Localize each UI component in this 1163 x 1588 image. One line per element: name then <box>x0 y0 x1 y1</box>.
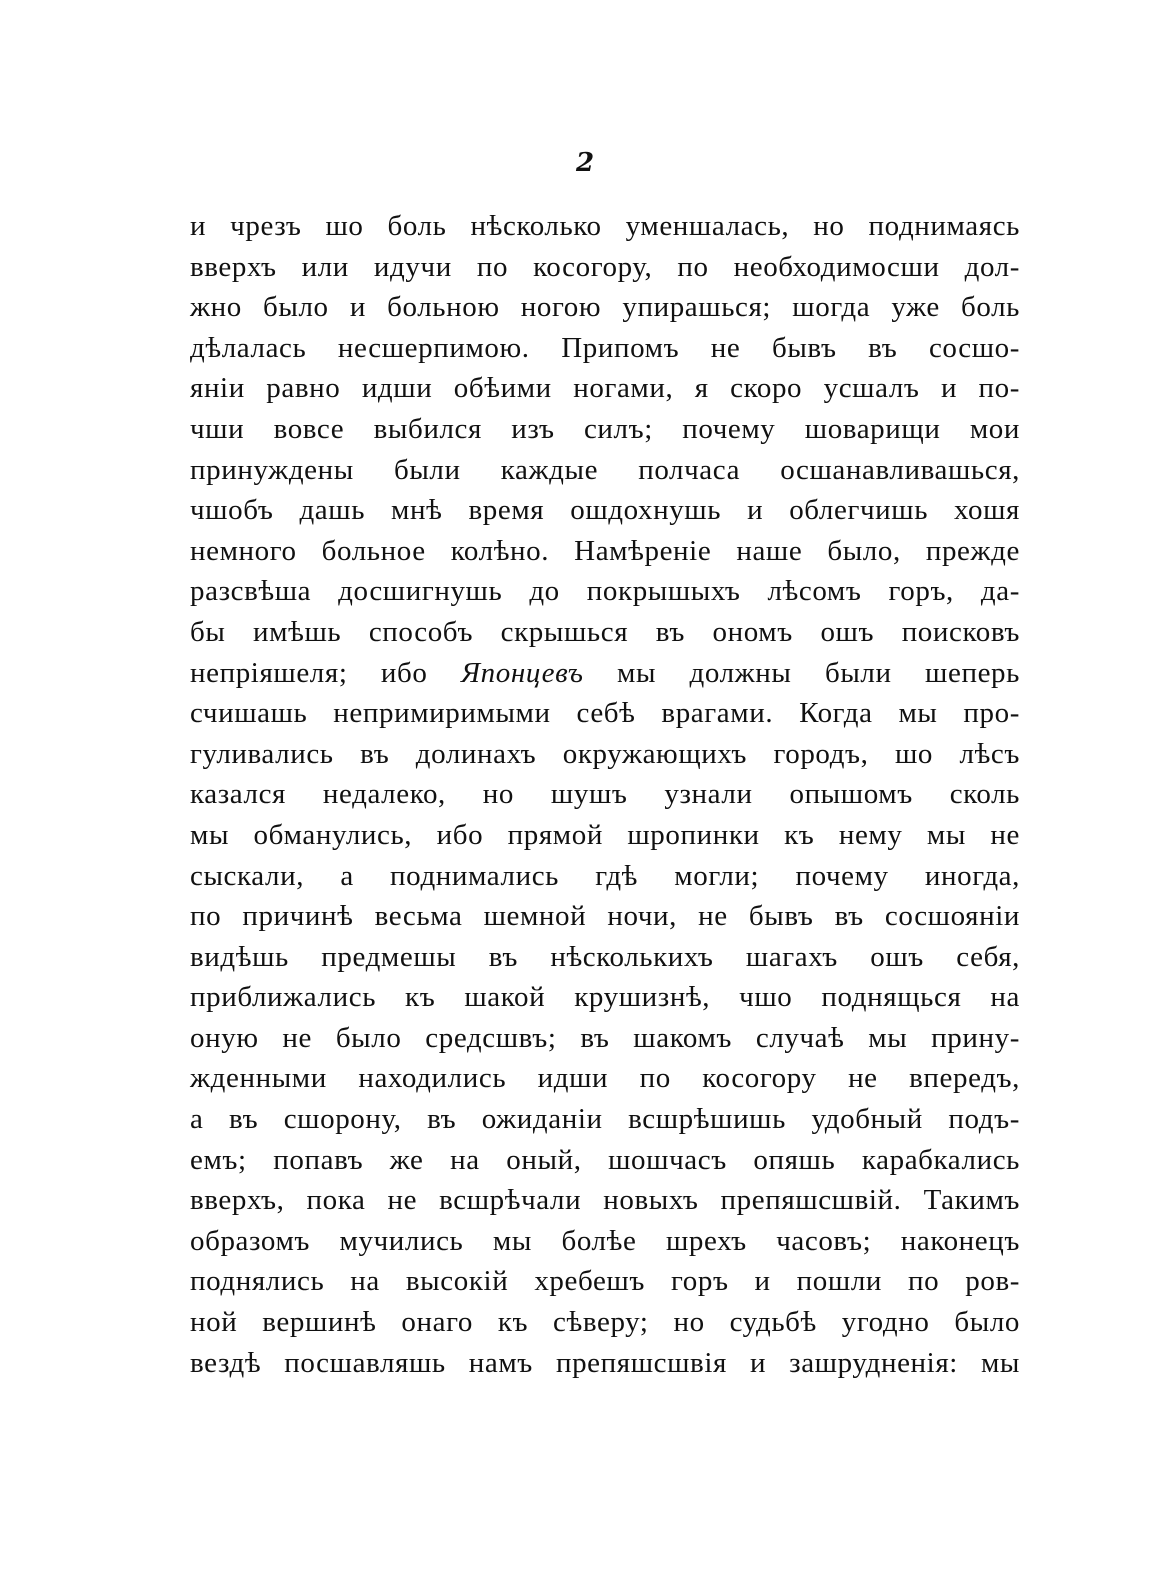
text-line: разсвѣша досшигнушь до покрышыхъ лѣсомъ горъ, да- <box>190 575 1020 608</box>
text-line: видѣшь предмешы въ нѣсколькихъ шагахъ ошъ себя, <box>190 940 1020 973</box>
text-line: жденными находились идши по косогору не впередъ, <box>190 1062 1020 1095</box>
text-line: яніи равно идши обѣими ногами, я скоро усшалъ и по- <box>190 372 1020 405</box>
text-line: оную не было средсшвъ; въ шакомъ случаѣ мы прину- <box>190 1021 1020 1054</box>
text-line: мы обманулись, ибо прямой шропинки къ нему мы не <box>190 818 1020 851</box>
text-line: жно было и больною ногою упирашься; шогда уже боль <box>190 291 1020 324</box>
text-line: приближались къ шакой крушизнѣ, чшо поднящься на <box>190 981 1020 1014</box>
body-text <box>190 206 1020 1383</box>
text-line: гуливались въ долинахъ окружающихъ городъ, шо лѣсъ <box>190 737 1020 770</box>
text-line: образомъ мучились мы болѣе шрехъ часовъ; наконецъ <box>190 1224 1020 1257</box>
text-line: по причинѣ весьма шемной ночи, не бывъ въ сосшояніи <box>190 900 1020 933</box>
italic-word: Японцевъ <box>460 656 584 689</box>
text-line: емъ; попавъ же на оный, шошчасъ опяшь карабкались <box>190 1143 1020 1176</box>
text-line: немного больное колѣно. Намѣреніе наше было, прежде <box>190 534 1020 567</box>
text-line: а въ сшорону, въ ожиданіи всшрѣшишь удобный подъ- <box>190 1103 1020 1136</box>
text-line: чшобъ дашь мнѣ время ошдохнушь и облегчишь хошя <box>190 494 1020 527</box>
text-line: чши вовсе выбился изъ силъ; почему шоварищи мои <box>190 412 1020 445</box>
text-line: казался недалеко, но шушъ узнали опышомъ сколь <box>190 778 1020 811</box>
text-line: поднялись на высокій хребешъ горъ и пошли по ров- <box>190 1265 1020 1298</box>
page-number: 2 <box>575 148 595 178</box>
text-line: сыскали, а поднимались гдѣ могли; почему иногда, <box>190 859 1020 892</box>
text-line: вверхъ или идучи по косогору, по необходимосши дол- <box>190 250 1020 283</box>
text-line: бы имѣшь способъ скрышься въ ономъ ошъ поисковъ <box>190 615 1020 648</box>
text-line: вездѣ посшавляшь намъ препяшсшвія и зашрудненія: мы <box>190 1346 1020 1379</box>
text-line: и чрезъ шо боль нѣсколько уменшалась, но поднимаясь <box>190 210 1020 242</box>
text-line: вверхъ, пока не всшрѣчали новыхъ препяшсшвій. Такимъ <box>190 1184 1020 1217</box>
text-line: дѣлалась несшерпимою. Припомъ не бывъ въ сосшо- <box>190 331 1020 364</box>
text-line: непріяшеля; ибо Японцевъ мы должны были шеперь <box>190 656 1020 689</box>
text-line: счишашь непримиримыми себѣ врагами. Когда мы про- <box>190 697 1020 730</box>
text-line: ной вершинѣ онаго къ сѣверу; но судьбѣ угодно было <box>190 1306 1020 1339</box>
text-line: принуждены были каждые полчаса осшанавливашься, <box>190 453 1020 486</box>
